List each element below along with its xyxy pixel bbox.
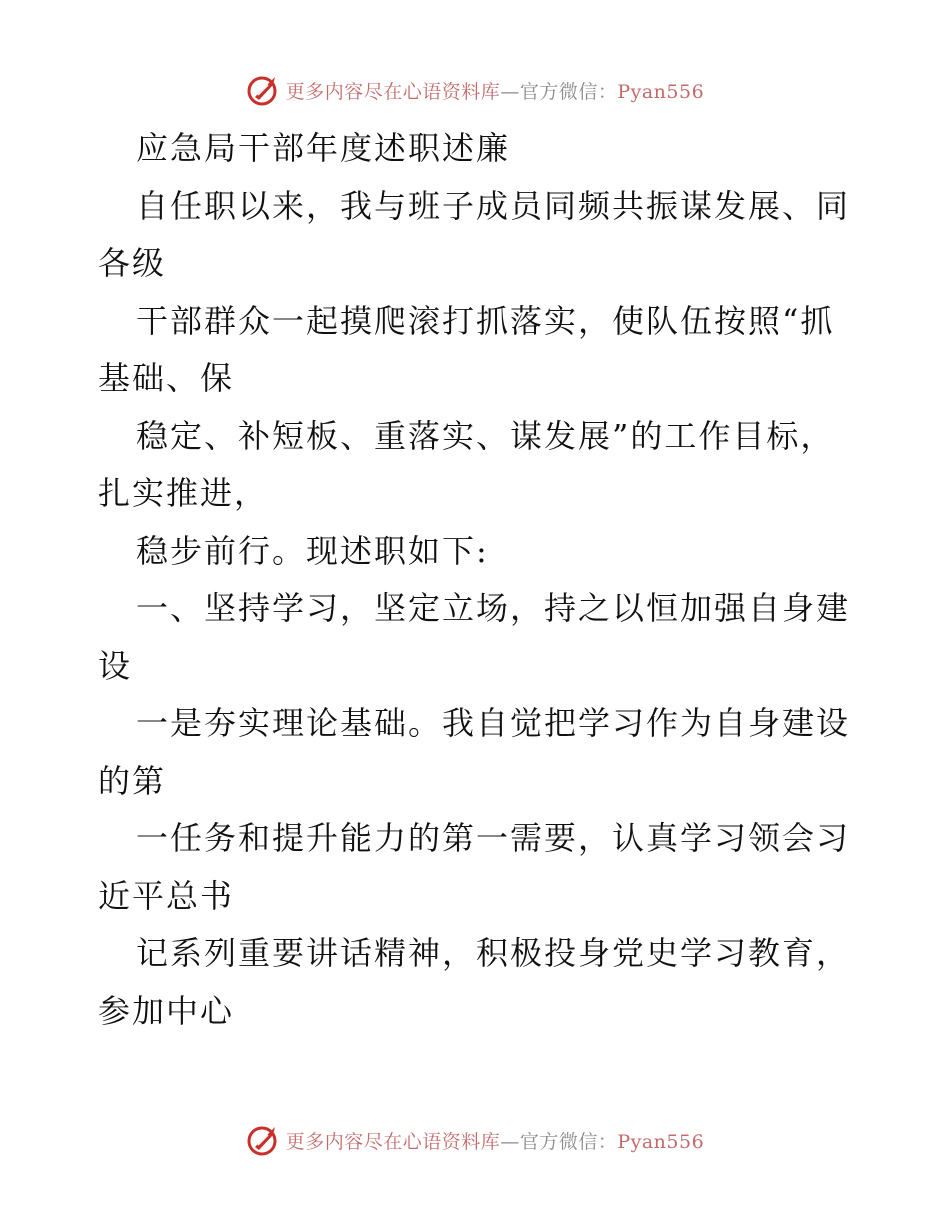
pen-logo-icon — [246, 73, 280, 107]
text-line: 近平总书 — [98, 876, 235, 915]
text-line: 一是夯实理论基础。我自觉把学习作为自身建设 — [136, 704, 851, 742]
text-line: 一、坚持学习，坚定立场，持之以恒加强自身建 — [136, 589, 851, 627]
text-line: 一任务和提升能力的第一需要，认真学习领会习 — [136, 819, 851, 857]
text-line: 稳步前行。现述职如下: — [136, 531, 489, 570]
pen-logo-icon — [246, 1123, 280, 1157]
text-line: 稳定、补短板、重落实、谋发展”的工作目标， — [136, 416, 835, 455]
document-body — [98, 120, 858, 1040]
text-line: 各级 — [98, 244, 167, 282]
text-line: 记系列重要讲话精神，积极投身党史学习教育， — [136, 934, 851, 972]
footer-banner — [0, 1120, 950, 1160]
header-banner — [0, 70, 950, 110]
banner-text: 更多内容尽在心语资料库—官方微信：Pyan556 — [285, 1130, 705, 1153]
text-line: 设 — [98, 646, 133, 685]
text-line: 自任职以来，我与班子成员同频共振谋发展、同 — [136, 186, 851, 225]
text-line: 的第 — [98, 761, 167, 800]
text-line: 干部群众一起摸爬滚打抓落实，使队伍按照“抓 — [136, 301, 835, 340]
text-line: 基础、保 — [98, 359, 235, 397]
banner-text: 更多内容尽在心语资料库—官方微信：Pyan556 — [285, 80, 705, 103]
text-line: 参加中心 — [98, 991, 235, 1030]
text-line: 扎实推进， — [98, 474, 269, 512]
text-line: 应急局干部年度述职述廉 — [136, 129, 511, 167]
